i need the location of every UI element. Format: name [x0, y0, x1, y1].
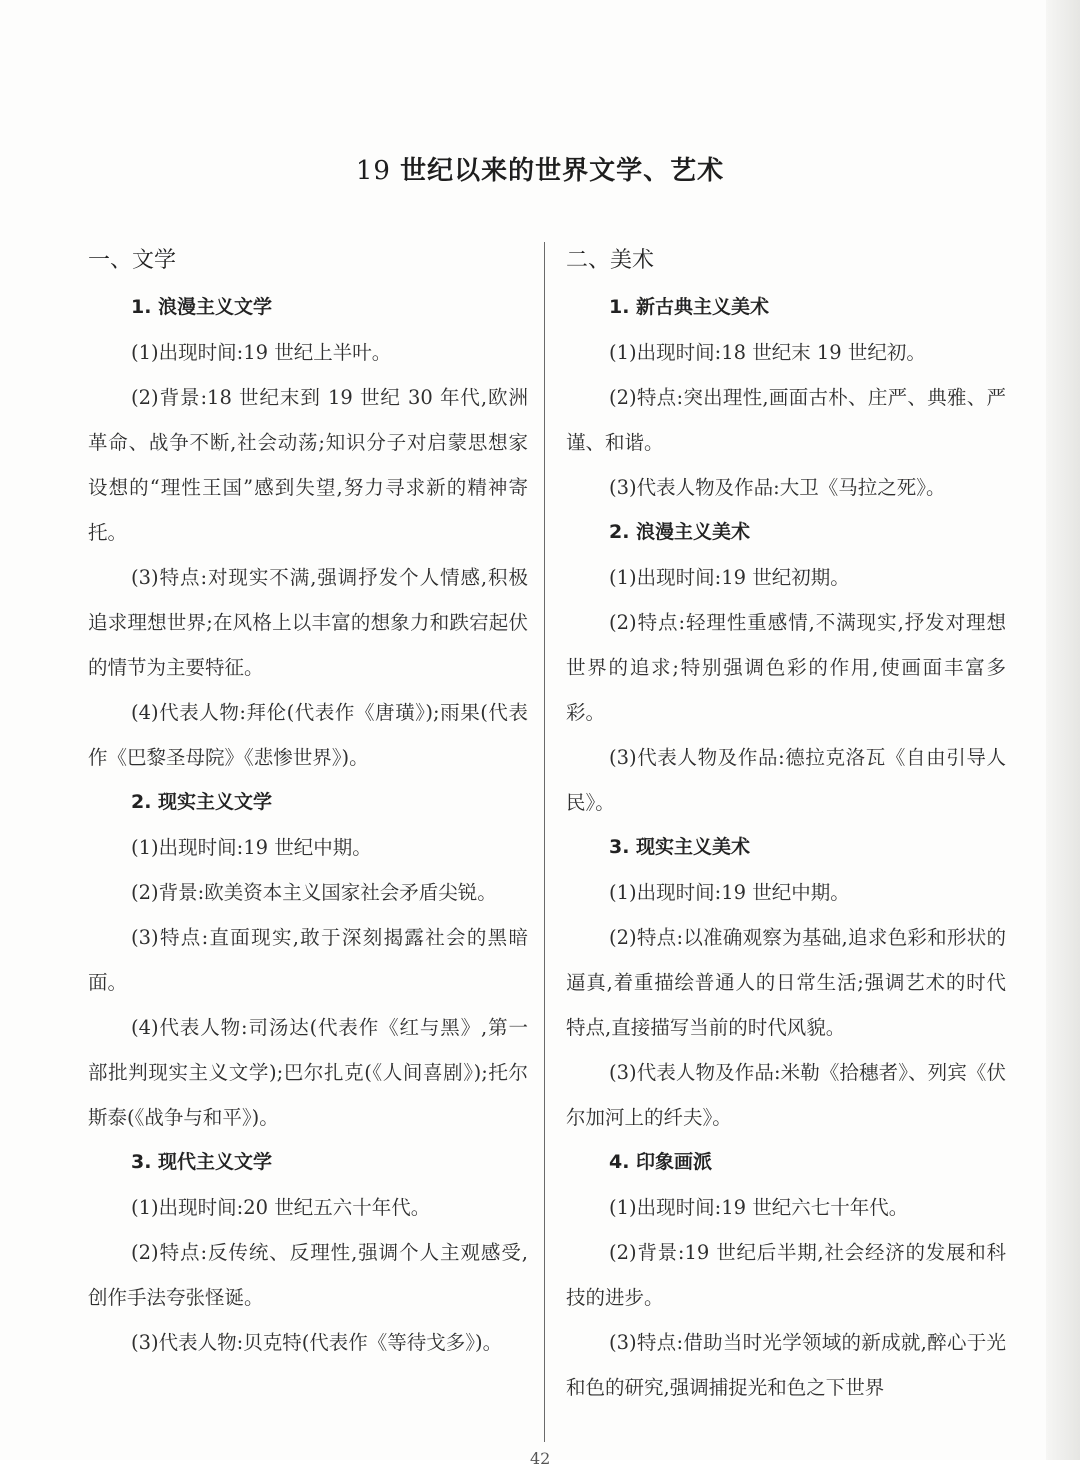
paragraph: (1)出现时间:19 世纪上半叶。	[131, 341, 392, 364]
page-number: 42	[530, 1449, 551, 1468]
paragraph: (4)代表人物:拜伦(代表作《唐璜》);雨果(代表作《巴黎圣母院》《悲惨世界》)。	[88, 701, 528, 769]
paragraph: (2)背景:18 世纪末到 19 世纪 30 年代,欧洲革命、战争不断,社会动荡;知识分子对启蒙思想家设想的“理性王国”感到失望,努力寻求新的精神寄托。	[88, 386, 528, 544]
paragraph: (3)代表人物及作品:德拉克洛瓦《自由引导人民》。	[566, 746, 1006, 814]
paragraph: (3)代表人物:贝克特(代表作《等待戈多》)。	[131, 1331, 503, 1354]
page-title-number: 19	[355, 156, 391, 186]
paragraph: (4)代表人物:司汤达(代表作《红与黑》,第一部批判现实主义文学);巴尔扎克(《人间喜剧》);托尔斯泰(《战争与和平》)。	[88, 1016, 528, 1129]
subsection-title: 3. 现实主义美术	[609, 836, 751, 858]
paragraph: (1)出现时间:19 世纪中期。	[131, 836, 372, 859]
left-column	[88, 238, 528, 1365]
paragraph: (3)特点:直面现实,敢于深刻揭露社会的黑暗面。	[88, 926, 528, 994]
right-column	[566, 238, 1006, 1410]
page-title-text: 世纪以来的世界文学、艺术	[400, 156, 725, 186]
paragraph: (2)背景:19 世纪后半期,社会经济的发展和科技的进步。	[566, 1241, 1006, 1309]
section-heading-art: 二、美术	[566, 248, 655, 273]
right-column-content	[566, 285, 1006, 1410]
paragraph: (2)背景:欧美资本主义国家社会矛盾尖锐。	[131, 881, 497, 904]
paragraph: (1)出现时间:19 世纪初期。	[609, 566, 850, 589]
page-title	[0, 150, 1080, 187]
section-heading-literature: 一、文学	[88, 248, 177, 273]
column-divider	[544, 242, 545, 1442]
subsection-title: 1. 浪漫主义文学	[131, 296, 273, 318]
subsection-title: 2. 浪漫主义美术	[609, 521, 751, 543]
page-edge-shadow	[1046, 0, 1080, 1460]
paragraph: (3)特点:对现实不满,强调抒发个人情感,积极追求理想世界;在风格上以丰富的想象力和跌宕起伏的情节为主要特征。	[88, 566, 528, 679]
paragraph: (3)代表人物及作品:米勒《拾穗者》、列宾《伏尔加河上的纤夫》。	[566, 1061, 1006, 1129]
paragraph: (1)出现时间:19 世纪六七十年代。	[609, 1196, 909, 1219]
left-column-content	[88, 285, 528, 1365]
subsection-title: 4. 印象画派	[609, 1151, 713, 1173]
paragraph: (1)出现时间:18 世纪末 19 世纪初。	[609, 341, 926, 364]
paragraph: (3)特点:借助当时光学领域的新成就,醉心于光和色的研究,强调捕捉光和色之下世界	[566, 1331, 1006, 1399]
paragraph: (1)出现时间:20 世纪五六十年代。	[131, 1196, 431, 1219]
paragraph: (2)特点:轻理性重感情,不满现实,抒发对理想世界的追求;特别强调色彩的作用,使画面丰富多彩。	[566, 611, 1006, 724]
paragraph: (2)特点:反传统、反理性,强调个人主观感受,创作手法夸张怪诞。	[88, 1241, 528, 1309]
paragraph: (1)出现时间:19 世纪中期。	[609, 881, 850, 904]
paragraph: (2)特点:以准确观察为基础,追求色彩和形状的逼真,着重描绘普通人的日常生活;强调艺术的时代特点,直接描写当前的时代风貌。	[566, 926, 1006, 1039]
paragraph: (2)特点:突出理性,画面古朴、庄严、典雅、严谨、和谐。	[566, 386, 1006, 454]
subsection-title: 2. 现实主义文学	[131, 791, 273, 813]
subsection-title: 3. 现代主义文学	[131, 1151, 273, 1173]
paragraph: (3)代表人物及作品:大卫《马拉之死》。	[609, 476, 946, 499]
subsection-title: 1. 新古典主义美术	[609, 296, 770, 318]
